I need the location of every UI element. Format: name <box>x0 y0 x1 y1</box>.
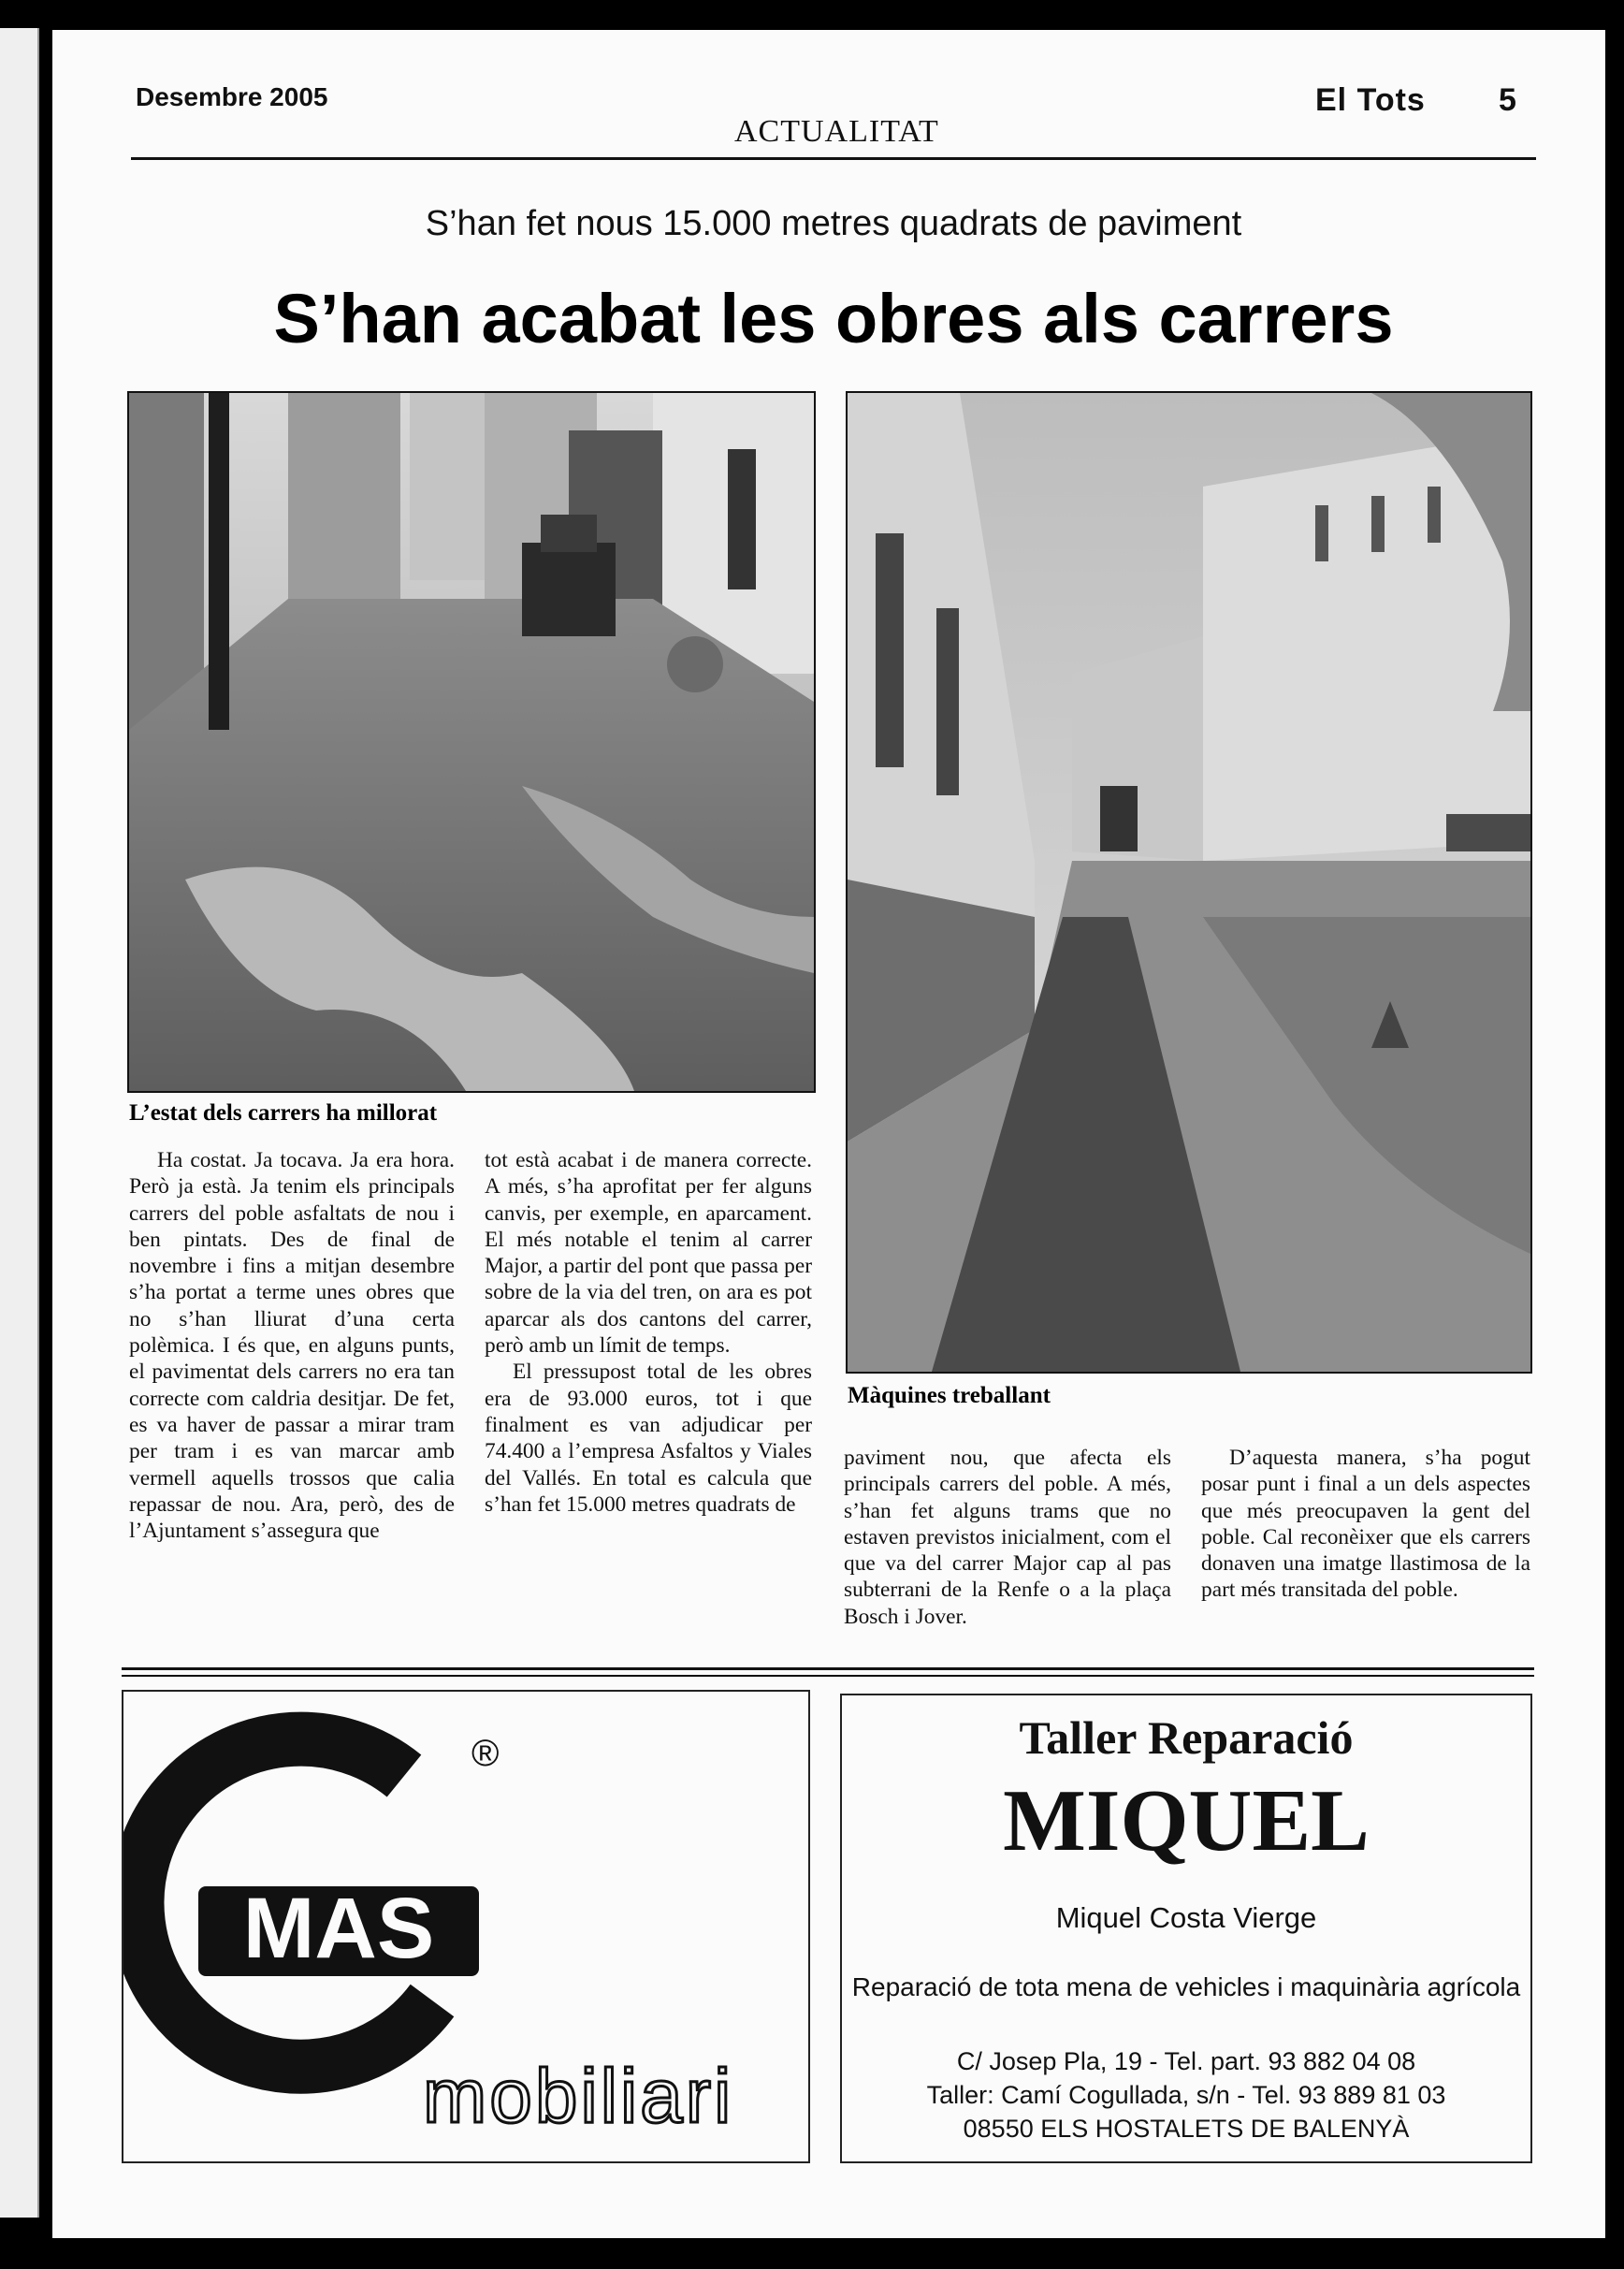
photo2-caption: Màquines treballant <box>848 1383 1051 1408</box>
issue-date: Desembre 2005 <box>136 82 328 111</box>
page-binding <box>0 28 39 2218</box>
page-number: 5 <box>1499 82 1516 118</box>
article-paragraph-1: Ha costat. Ja tocava. Ja era hora. Però ja està. Ja tenim els principals carrers del poble asfaltats de nou i ben pintats. Des de final de novembre i fins a mitjan desembre s’ha portat a terme unes obres que no s’han lliurat d’una certa polèmica. I és que, en alguns punts, el pavimentat dels carrers no era tan correcte com caldria desitjar. De fet, es va haver de passar a mirar tram per tram i es van marcar amb vermell aquells trossos que calia repassar de nou. Ara, però, des de l’Ajuntament s’assegura que <box>129 1148 455 1544</box>
registered-mark: ® <box>471 1733 500 1774</box>
ad-mas-mobiliari <box>122 1690 810 2163</box>
ad-description: Reparació de tota mena de vehicles i maquinària agrícola <box>851 1972 1521 2001</box>
mas-logo <box>123 1692 808 2161</box>
article-paragraph-2-cont: paviment nou, que afecta els principals carrers del poble. A més, s’han fet alguns trams que no estaven previstos inicialment, com el que va del carrer Major cap al pas subterrani de la Renfe o a la plaça Bosch i Jover. <box>844 1446 1171 1629</box>
mas-subtitle: mobiliari <box>423 2054 734 2139</box>
article-title: S’han acabat les obres als carrers <box>273 280 1394 357</box>
ad-owner: Miquel Costa Vierge <box>1055 1901 1317 1934</box>
street-photo-1 <box>127 391 816 1093</box>
article-paragraph-3: D’aquesta manera, s’ha pogut posar punt i final a un dels aspectes que més preocupaven la gent del poble. Cal reconèixer que els carrers donaven una imatge llastimosa de la part més transitada del poble. <box>1201 1446 1530 1603</box>
ad-address-1: C/ Josep Pla, 19 - Tel. part. 93 882 04 08 <box>956 2047 1416 2075</box>
ads-separator-rule-2 <box>122 1675 1534 1677</box>
publication-name: El Tots <box>1315 82 1426 118</box>
article-column-4 <box>1201 1445 1530 1604</box>
ad-address-2: Taller: Camí Cogullada, s/n - Tel. 93 889 81 03 <box>926 2081 1446 2109</box>
ad-taller-miquel <box>840 1694 1532 2163</box>
ad-shop-name: Taller Reparació <box>1019 1711 1354 1764</box>
article-paragraph-2: El pressupost total de les obres era de 93.000 euros, tot i que finalment es van adjudicar per 74.400 a l’empresa Asfaltos y Viales del Vallés. En total es calcula que s’han fet 15.000 metres quadrats de <box>485 1360 812 1517</box>
article-subtitle: S’han fet nous 15.000 metres quadrats de paviment <box>425 204 1242 243</box>
mas-logo-text: MAS <box>242 1881 435 1976</box>
ad-address-3: 08550 ELS HOSTALETS DE BALENYÀ <box>963 2115 1410 2143</box>
article-column-3 <box>844 1445 1171 1630</box>
photo1-caption: L’estat dels carrers ha millorat <box>129 1100 438 1126</box>
article-column-2 <box>485 1147 812 1518</box>
ads-separator-rule <box>122 1667 1534 1670</box>
article-column-1 <box>129 1147 455 1544</box>
section-name: ACTUALITAT <box>734 114 939 149</box>
article-paragraph-1-cont: tot està acabat i de manera correcte. A més, s’ha aprofitat per fer alguns canvis, per exemple, en aparcament. El més notable el tenim al carrer Major, a partir del pont que passa per sobre de la via del tren, on ara es pot aparcar als dos cantons del carrer, però amb un límit de temps. <box>485 1148 812 1359</box>
street-photo-2 <box>846 391 1532 1374</box>
header-rule <box>131 157 1536 160</box>
ad-brand-name: MIQUEL <box>1003 1772 1370 1869</box>
